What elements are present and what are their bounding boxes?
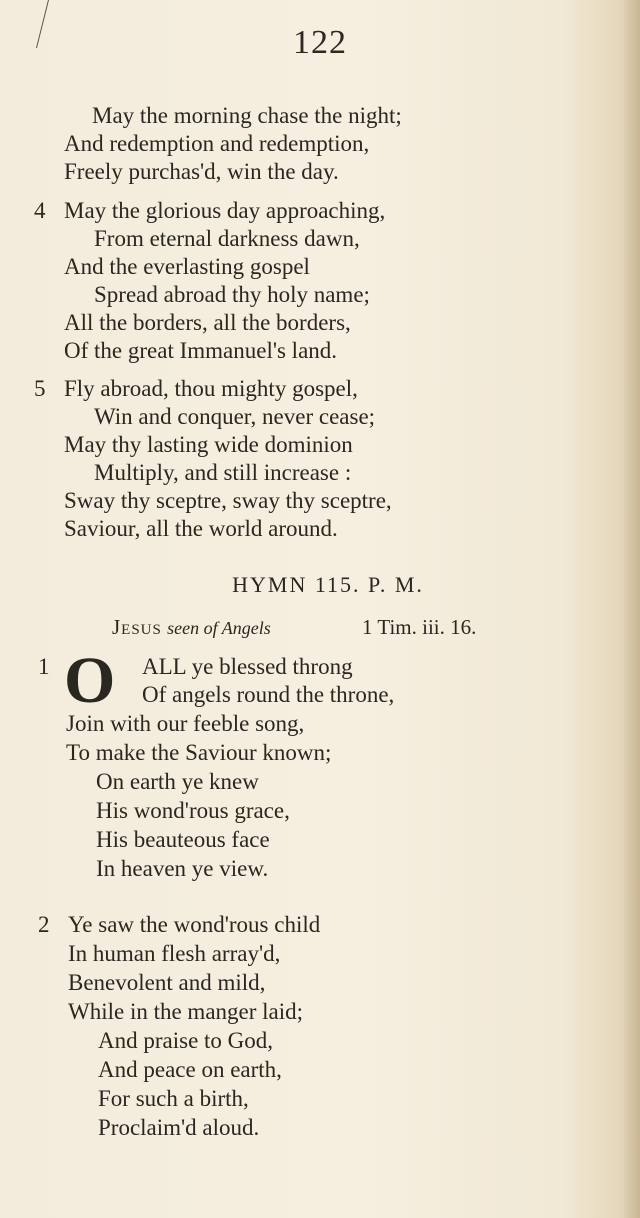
verse-line: On earth ye knew [96, 769, 259, 794]
scripture-reference: 1 Tim. iii. 16. [362, 615, 477, 639]
verse-line: May the morning chase the night; [92, 103, 402, 128]
verse-line: Of angels round the throne, [142, 682, 395, 707]
verse-line: And the everlasting gospel [64, 254, 310, 279]
verse-line: And redemption and redemption, [64, 131, 370, 156]
stanza-number: 1 [38, 654, 50, 679]
verse-line: Fly abroad, thou mighty gospel, [64, 376, 358, 401]
verse-line: His beauteous face [96, 827, 270, 852]
verse-line: To make the Saviour known; [66, 740, 332, 765]
verse-line: While in the manger laid; [68, 999, 304, 1024]
verse-line: Benevolent and mild, [68, 970, 266, 995]
verse-line: May thy lasting wide dominion [64, 432, 353, 457]
verse-line: Saviour, all the world around. [64, 516, 338, 541]
verse-line: Proclaim'd aloud. [98, 1115, 260, 1140]
verse-line: In heaven ye view. [96, 856, 269, 881]
verse-line: All the borders, all the borders, [64, 310, 351, 335]
verse-line: Join with our feeble song, [66, 711, 305, 736]
stanza-number: 4 [34, 198, 46, 223]
verse-line: Sway thy sceptre, sway thy sceptre, [64, 488, 392, 513]
verse-line: Win and conquer, never cease; [94, 404, 376, 429]
hymn-title: HYMN 115. P. M. [232, 572, 424, 597]
hymn-subject [112, 613, 271, 642]
drop-cap: O [64, 644, 116, 717]
verse-line: Ye saw the wond'rous child [68, 912, 321, 937]
verse-line: Freely purchas'd, win the day. [64, 159, 339, 184]
verse-line: Of the great Immanuel's land. [64, 338, 338, 363]
page-number: 122 [293, 24, 347, 61]
hymn-subject-detail: seen of Angels [167, 618, 271, 638]
verse-line: And peace on earth, [98, 1057, 282, 1082]
verse-line: ALL ye blessed throng [142, 654, 353, 679]
verse-line: And praise to God, [98, 1028, 274, 1053]
stanza-number: 5 [34, 376, 46, 401]
stanza-number: 2 [38, 912, 50, 937]
hymn-subject-name: Jesus [112, 615, 162, 639]
verse-line: From eternal darkness dawn, [94, 226, 360, 251]
verse-line: Multiply, and still increase : [94, 460, 352, 485]
verse-line: May the glorious day approaching, [64, 198, 386, 223]
verse-line: In human flesh array'd, [68, 941, 281, 966]
verse-line: His wond'rous grace, [96, 798, 290, 823]
verse-line: For such a birth, [98, 1086, 249, 1111]
page-edge-shadow [622, 0, 640, 1218]
verse-line: Spread abroad thy holy name; [94, 282, 370, 307]
